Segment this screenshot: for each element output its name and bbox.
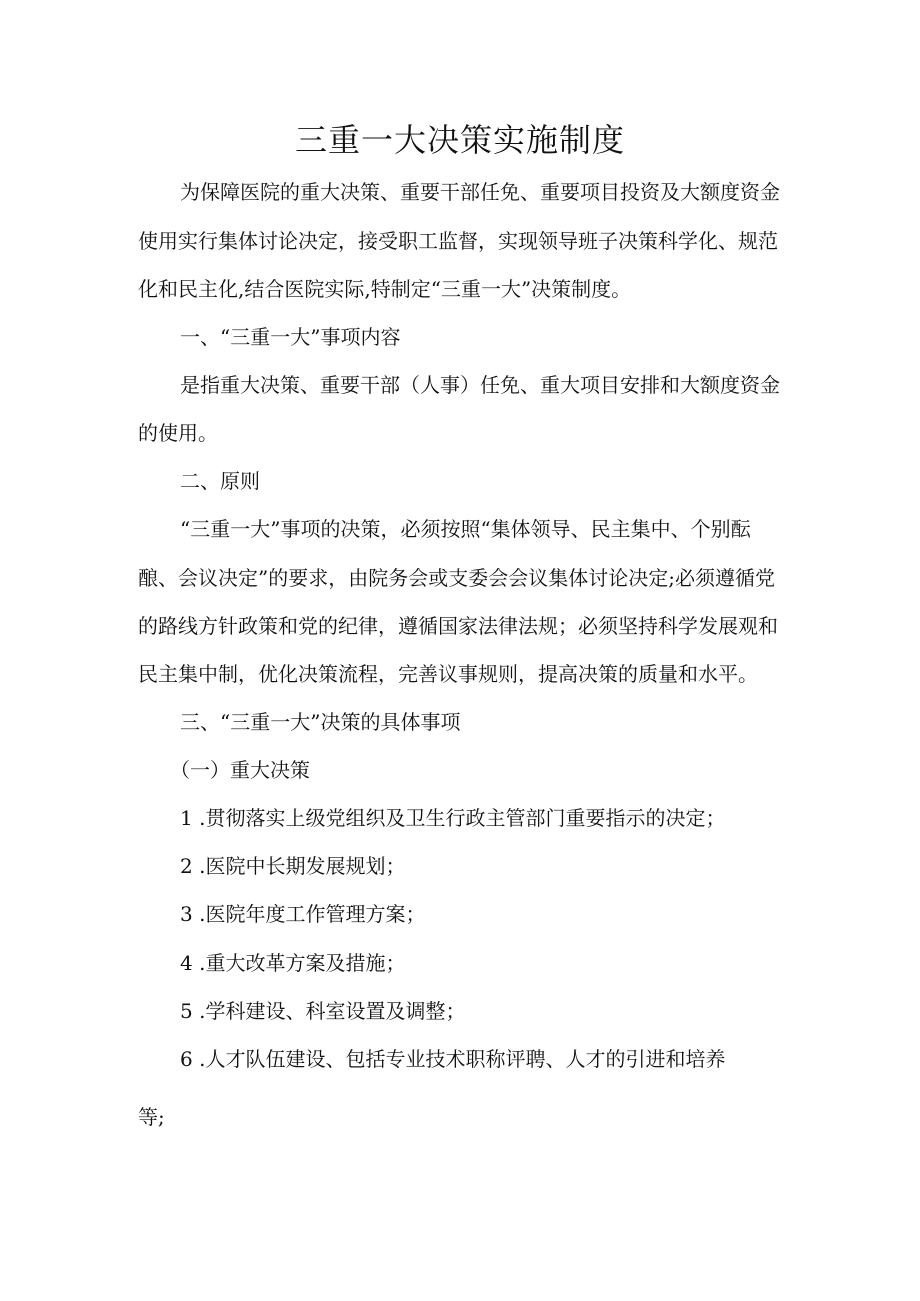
- section-1-heading: 一、“三重一大”事项内容: [180, 325, 401, 349]
- section-3-subheading: （一）重大决策: [170, 758, 310, 782]
- intro-line-1: 为保障医院的重大决策、重要干部任免、重要项目投资及大额度资金: [180, 180, 780, 204]
- list-item: 6 .人才队伍建设、包括专业技术职称评聘、人才的引进和培养: [180, 1047, 726, 1071]
- section-2-line-1: “三重一大”事项的决策，必须按照“集体领导、民主集中、个别酝: [180, 517, 751, 541]
- intro-line-2: 使用实行集体讨论决定，接受职工监督，实现领导班子决策科学化、规范: [138, 229, 778, 253]
- list-item: 3 .医院年度工作管理方案；: [180, 902, 426, 926]
- list-item: 2 .医院中长期发展规划；: [180, 854, 406, 878]
- list-item: 5 .学科建设、科室设置及调整；: [180, 999, 466, 1023]
- section-1-line-1: 是指重大决策、重要干部（人事）任免、重大项目安排和大额度资金: [180, 373, 780, 397]
- list-item-continuation: 等;: [138, 1105, 165, 1129]
- section-2-line-3: 的路线方针政策和党的纪律，遵循国家法律法规；必须坚持科学发展观和: [138, 614, 778, 638]
- list-item: 1 .贯彻落实上级党组织及卫生行政主管部门重要指示的决定；: [180, 806, 726, 830]
- list-item: 4 .重大改革方案及措施；: [180, 951, 406, 975]
- document-title: 三重一大决策实施制度: [294, 121, 625, 159]
- section-2-heading: 二、原则: [180, 469, 260, 493]
- section-1-line-2: 的使用。: [138, 421, 218, 445]
- section-2-line-2: 酿、会议决定”的要求，由院务会或支委会会议集体讨论决定;必须遵循党: [138, 566, 775, 590]
- section-3-heading: 三、“三重一大”决策的具体事项: [180, 710, 461, 734]
- section-2-line-4: 民主集中制，优化决策流程，完善议事规则，提高决策的质量和水平。: [138, 662, 758, 686]
- intro-line-3: 化和民主化,结合医院实际,特制定“三重一大”决策制度。: [138, 277, 632, 301]
